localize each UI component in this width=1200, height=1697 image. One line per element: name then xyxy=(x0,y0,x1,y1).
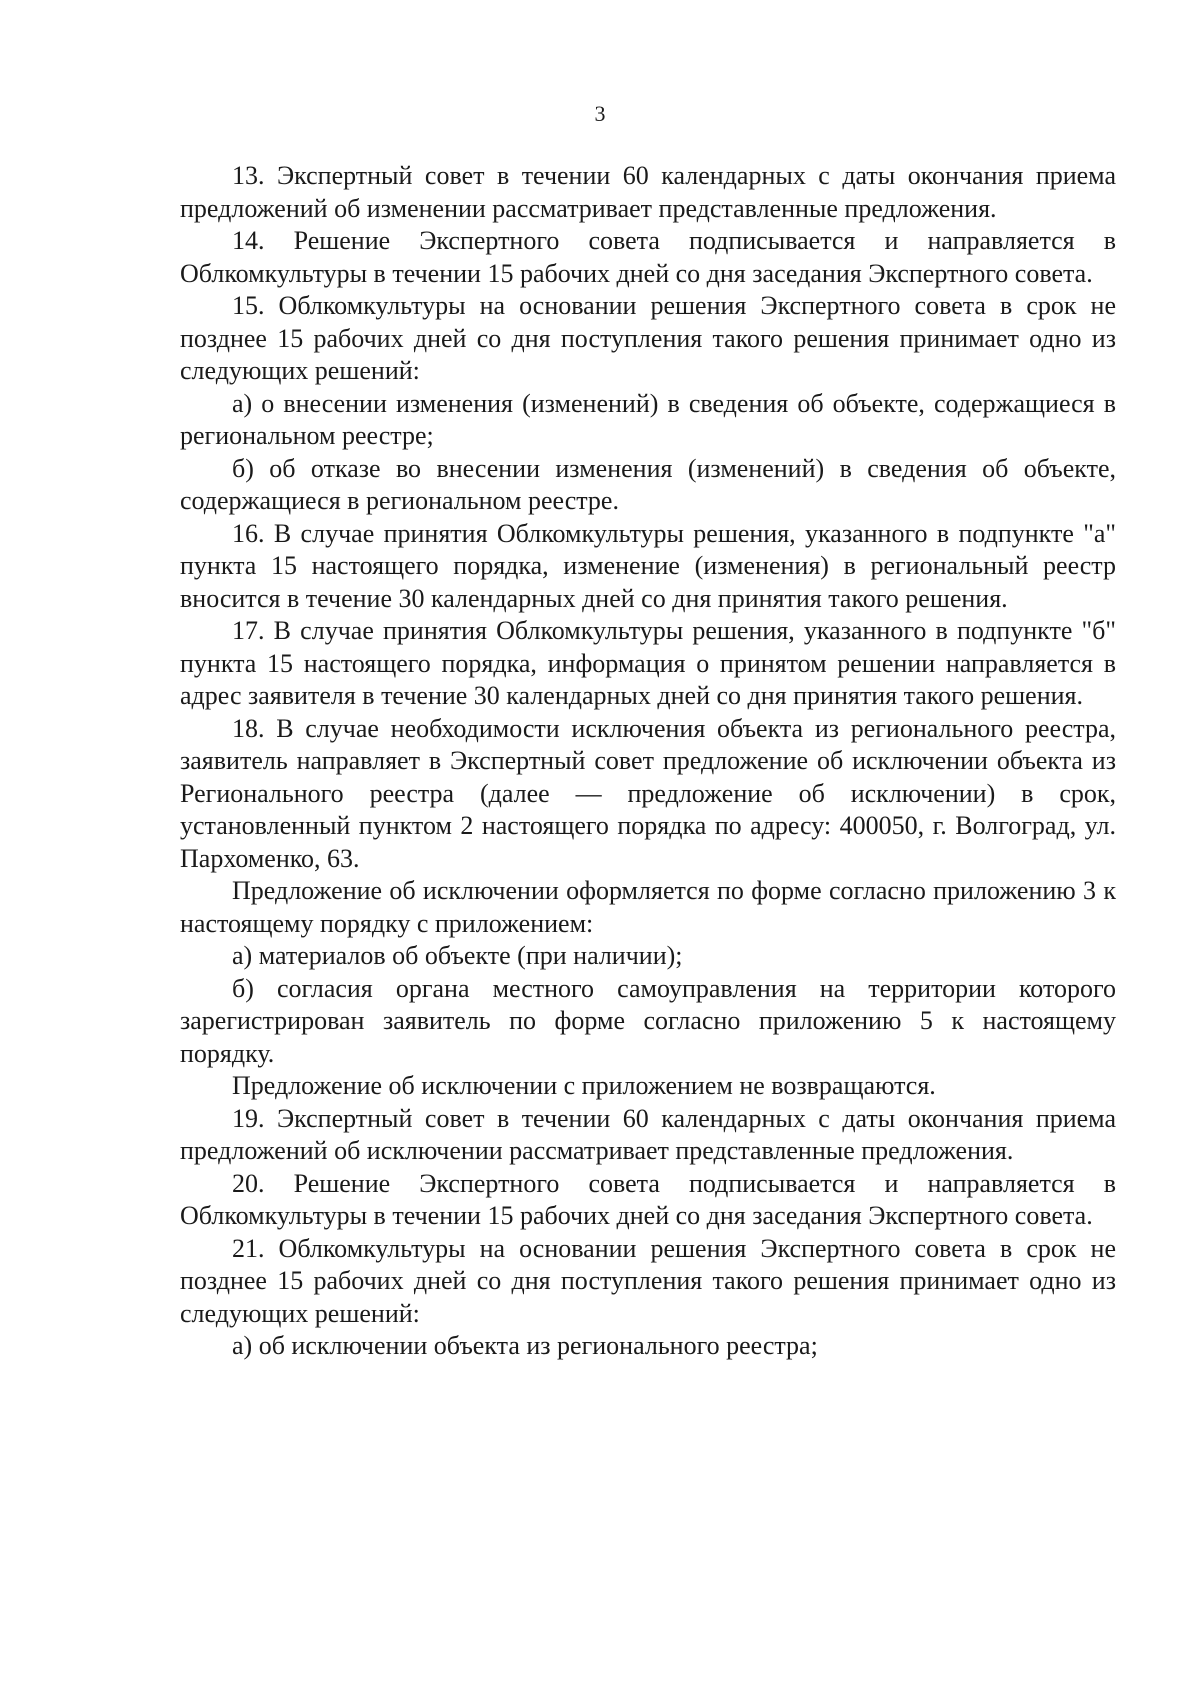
paragraph-15-b: б) об отказе во внесении изменения (изменений) в сведения об объекте, содержащиеся в региональном реестре. xyxy=(180,453,1116,515)
page-number: 3 xyxy=(594,101,606,126)
paragraph-exclusion-a: а) материалов об объекте (при наличии); xyxy=(232,941,683,970)
paragraph-14: 14. Решение Экспертного совета подписывается и направляется в Облкомкультуры в течении 15 рабочих дней со дня заседания Экспертного совета. xyxy=(180,226,1116,288)
paragraph-21: 21. Облкомкультуры на основании решения Экспертного совета в срок не позднее 15 рабочих дней со дня поступления такого решения принимает одно из следующих решений: xyxy=(180,1233,1116,1328)
paragraph-13: 13. Экспертный совет в течении 60 календарных с даты окончания приема предложений об изменении рассматривает представленные предложения. xyxy=(180,161,1116,223)
paragraph-18: 18. В случае необходимости исключения объекта из регионального реестра, заявитель направляет в Экспертный совет предложение об исключении объекта из Регионального реестра (далее — предложение об исключении) в срок, установленный пунктом 2 настоящего порядка по адресу: 400050, г. Волгоград, ул. Пархоменко, 63. xyxy=(180,713,1116,873)
paragraph-20: 20. Решение Экспертного совета подписывается и направляется в Облкомкультуры в течении 15 рабочих дней со дня заседания Экспертного совета. xyxy=(180,1168,1116,1230)
paragraph-15: 15. Облкомкультуры на основании решения Экспертного совета в срок не позднее 15 рабочих дней со дня поступления такого решения принимает одно из следующих решений: xyxy=(180,291,1116,385)
paragraph-exclusion-form: Предложение об исключении оформляется по форме согласно приложению 3 к настоящему порядку с приложением: xyxy=(180,876,1116,938)
paragraph-16: 16. В случае принятия Облкомкультуры решения, указанного в подпункте "а" пункта 15 настоящего порядка, изменение (изменения) в региональный реестр вносится в течение 30 календарных дней со дня принятия такого решения. xyxy=(180,518,1116,613)
paragraph-19: 19. Экспертный совет в течении 60 календарных с даты окончания приема предложений об исключении рассматривает представленные предложения. xyxy=(180,1103,1116,1165)
paragraph-15-a: а) о внесении изменения (изменений) в сведения об объекте, содержащиеся в региональном реестре; xyxy=(180,388,1116,450)
paragraph-exclusion-note: Предложение об исключении с приложением не возвращаются. xyxy=(232,1071,936,1100)
paragraph-17: 17. В случае принятия Облкомкультуры решения, указанного в подпункте "б" пункта 15 настоящего порядка, информация о принятом решении направляется в адрес заявителя в течение 30 календарных дней со дня принятия такого решения. xyxy=(180,616,1116,710)
paragraph-exclusion-b: б) согласия органа местного самоуправления на территории которого зарегистрирован заявитель по форме согласно приложению 5 к настоящему порядку. xyxy=(180,973,1116,1068)
document-body xyxy=(180,160,1116,1363)
paragraph-21-a: а) об исключении объекта из регионального реестра; xyxy=(232,1331,818,1360)
